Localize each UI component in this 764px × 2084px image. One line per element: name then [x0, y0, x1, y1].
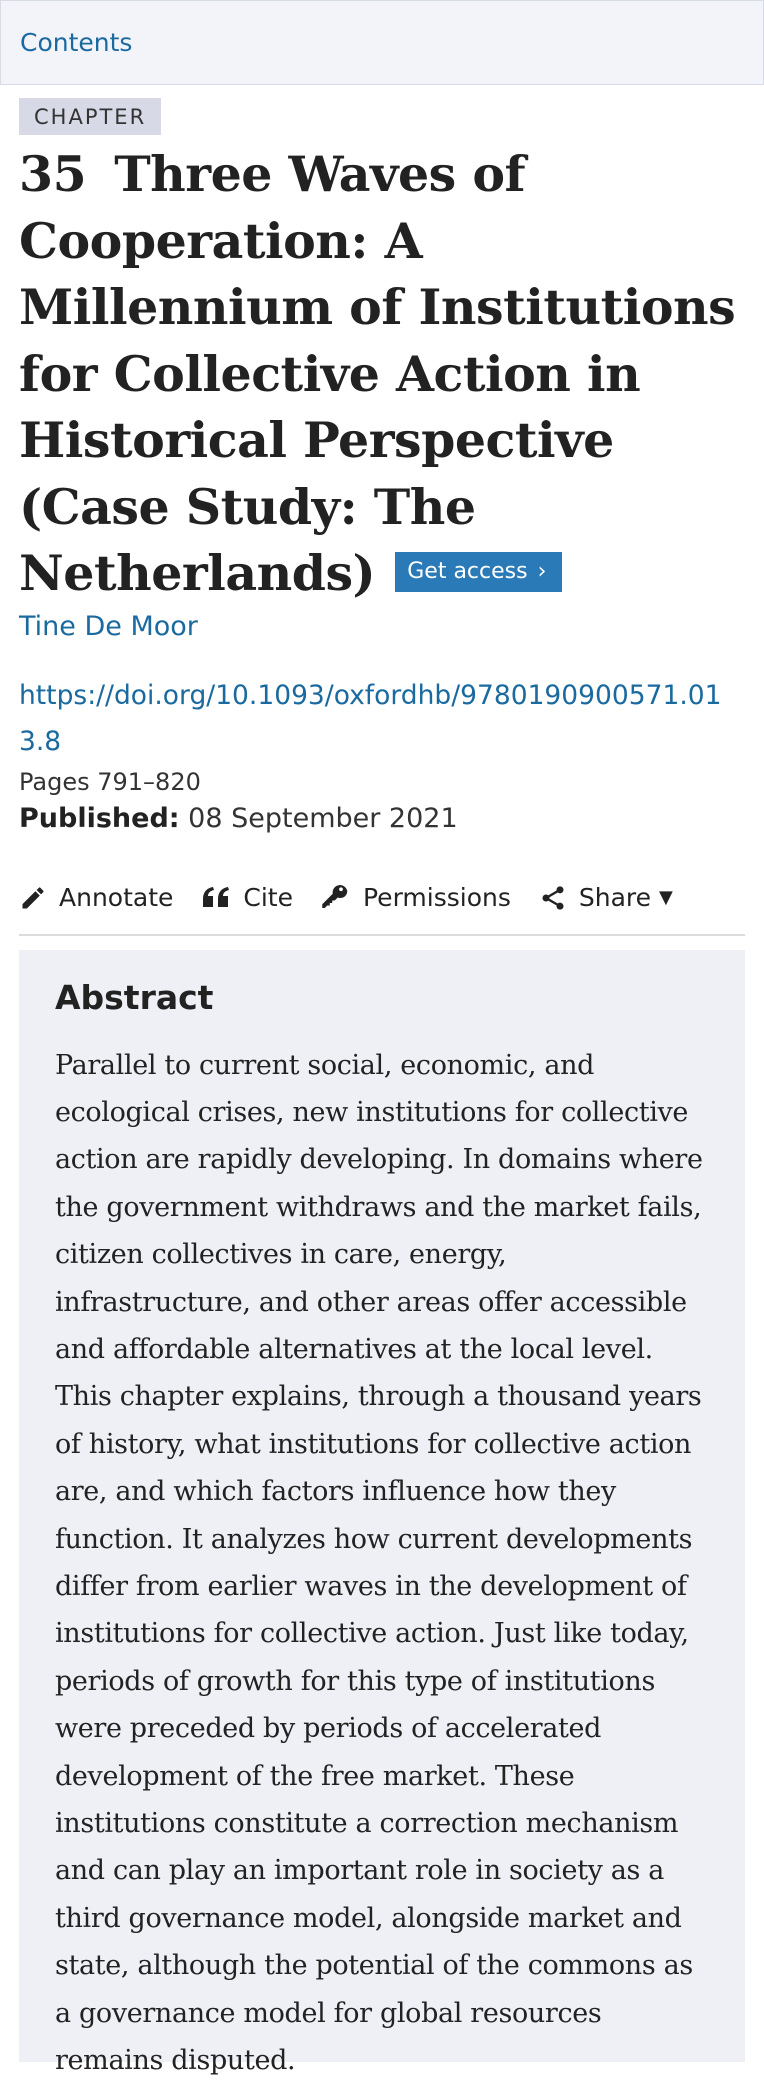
annotate-label: Annotate	[59, 883, 173, 912]
chapter-title	[19, 141, 745, 607]
caret-down-icon: ▼	[659, 887, 673, 908]
permissions-label: Permissions	[363, 883, 511, 912]
chevron-right-icon: ›	[538, 559, 547, 584]
published-date-value: 08 September 2021	[188, 803, 457, 834]
contents-link[interactable]: Contents	[20, 28, 132, 57]
chapter-title-text: Three Waves of Cooperation: A Millennium of Institutions for Collective Action in Historical Perspective (Case Study: The Netherlands)	[19, 145, 735, 602]
author-link[interactable]: Tine De Moor	[19, 607, 745, 647]
contents-bar	[0, 0, 764, 85]
abstract-heading: Abstract	[55, 974, 709, 1022]
article-toolbar	[19, 874, 745, 936]
chapter-badge: CHAPTER	[19, 98, 161, 135]
published-date	[19, 799, 745, 839]
annotate-button[interactable]	[19, 883, 173, 912]
key-icon	[321, 883, 351, 913]
share-label: Share	[579, 883, 651, 912]
get-access-label: Get access	[407, 559, 527, 584]
doi-link[interactable]: https://doi.org/10.1093/oxfordhb/9780190900571.013.8	[19, 673, 745, 765]
cite-label: Cite	[243, 883, 293, 912]
pencil-icon	[19, 884, 47, 912]
page-range: Pages 791–820	[19, 765, 745, 799]
main-content	[0, 85, 764, 2062]
permissions-button[interactable]	[321, 883, 511, 913]
share-button[interactable]	[539, 883, 673, 912]
abstract-text: Parallel to current social, economic, and ecological crises, new institutions for collective action are rapidly developing. In domains where the government withdraws and the market fails, citizen collectives in care, energy, infrastructure, and other areas offer accessible and affordable alternatives at the local level. This chapter explains, through a thousand years of history, what institutions for collective action are, and which factors influence how they function. It analyzes how current developments differ from earlier waves in the development of institutions for collective action. Just like today, periods of growth for this type of institutions were preceded by periods of accelerated development of the free market. These institutions constitute a correction mechanism and can play an important role in society as a third governance model, alongside market and state, although the potential of the commons as a governance model for global resources remains disputed.	[55, 1042, 709, 2084]
chapter-number: 35	[19, 145, 86, 203]
get-access-button[interactable]	[395, 552, 562, 592]
abstract-section	[19, 950, 745, 2062]
published-label: Published:	[19, 803, 180, 834]
share-icon	[539, 884, 567, 912]
quote-icon	[201, 885, 231, 911]
cite-button[interactable]	[201, 883, 293, 912]
